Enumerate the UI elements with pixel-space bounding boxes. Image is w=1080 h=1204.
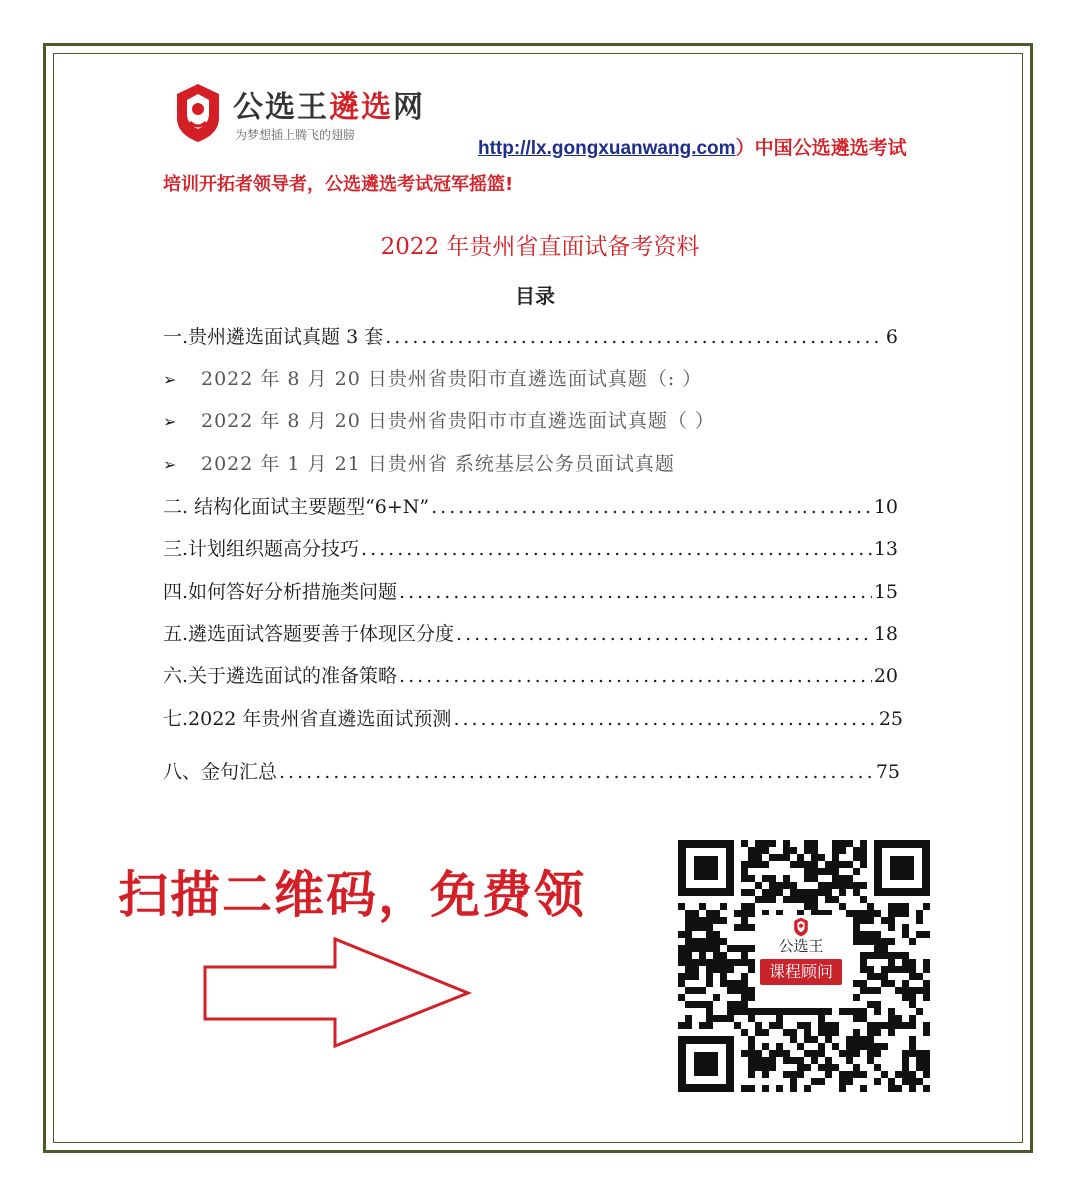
toc-entry-page: 6 [885, 326, 898, 348]
toc-entry-label: 二. 结构化面试主要题型“6+N” [163, 496, 430, 518]
toc-entry-label: 七.2022 年贵州省直遴选面试预测 [163, 708, 452, 730]
logo-name-tail: 网 [393, 90, 425, 125]
toc-entry-page: 15 [873, 581, 898, 603]
toc-entry[interactable] [163, 322, 898, 349]
toc-entry[interactable] [163, 492, 898, 519]
toc-entry-label: 八、金句汇总 [163, 761, 278, 783]
logo-mark-icon [175, 82, 221, 144]
toc-entry-page: 18 [873, 623, 898, 645]
toc-entry-label: 六.关于遴选面试的准备策略 [163, 665, 398, 687]
scan-qr-prompt: 扫描二维码，免费领 [118, 866, 586, 924]
toc-heading: 目录 [515, 284, 555, 308]
site-logo[interactable] [175, 82, 475, 146]
qr-badge-brand: 公选王 [778, 937, 824, 955]
website-suffix: ）中国公选遴选考试 [735, 137, 907, 159]
toc-entry-page: 25 [878, 708, 903, 730]
logo-wordmark [233, 82, 425, 126]
toc-entry[interactable] [163, 534, 898, 561]
toc-sub-entry-label: 2022 年 8 月 20 日贵州省贵阳市直遴选面试真题（: ） [201, 368, 703, 390]
arrow-bullet-icon: ➢ [163, 412, 178, 431]
toc-entry-page: 10 [873, 496, 898, 518]
course-consultant-label: 课程顾问 [760, 959, 842, 985]
toc-sub-entry-label: 2022 年 8 月 20 日贵州省贵阳市市直遴选面试真题（ ） [201, 410, 715, 432]
toc-entry[interactable] [163, 757, 900, 784]
toc-sub-entry[interactable] [163, 449, 675, 476]
logo-name-red: 遴选 [329, 90, 393, 125]
toc-sub-entry[interactable] [163, 406, 715, 433]
toc-leader-dots [456, 623, 872, 645]
document-title: 2022 年贵州省直面试备考资料 [380, 234, 700, 260]
toc-sub-entry-label: 2022 年 1 月 21 日贵州省 系统基层公务员面试真题 [201, 453, 675, 475]
logo-slogan: 为梦想插上腾飞的翅膀 [235, 128, 356, 142]
toc-leader-dots [361, 538, 872, 560]
tagline: 培训开拓者领导者，公选遴选考试冠军摇篮! [163, 174, 514, 195]
toc-entry-label: 五.遴选面试答题要善于体现区分度 [163, 623, 455, 645]
toc-leader-dots [279, 761, 874, 783]
logo-mark-icon [793, 917, 809, 937]
toc-entry-label: 四.如何答好分析措施类问题 [163, 581, 398, 603]
toc-leader-dots [431, 496, 872, 518]
toc-leader-dots [385, 326, 884, 348]
toc-entry-page: 75 [875, 761, 900, 783]
website-link[interactable]: http://lx.gongxuanwang.com [478, 138, 736, 159]
toc-sub-entry[interactable] [163, 364, 702, 391]
toc-entry[interactable] [163, 619, 898, 646]
arrow-bullet-icon: ➢ [163, 455, 178, 474]
toc-entry-page: 13 [873, 538, 898, 560]
right-arrow-icon [200, 935, 475, 1050]
toc-entry[interactable] [163, 661, 898, 688]
toc-leader-dots [453, 708, 876, 730]
toc-leader-dots [399, 665, 872, 687]
logo-name-gray: 公选王 [233, 90, 329, 125]
toc-entry-label: 一.贵州遴选面试真题 3 套 [163, 326, 384, 348]
toc-entry[interactable] [163, 704, 903, 731]
website-line [478, 133, 907, 160]
qr-center-badge [758, 915, 844, 999]
toc-entry[interactable] [163, 577, 898, 604]
arrow-bullet-icon: ➢ [163, 370, 178, 389]
toc-entry-label: 三.计划组织题高分技巧 [163, 538, 360, 560]
toc-entry-page: 20 [873, 665, 898, 687]
toc-leader-dots [399, 581, 872, 603]
